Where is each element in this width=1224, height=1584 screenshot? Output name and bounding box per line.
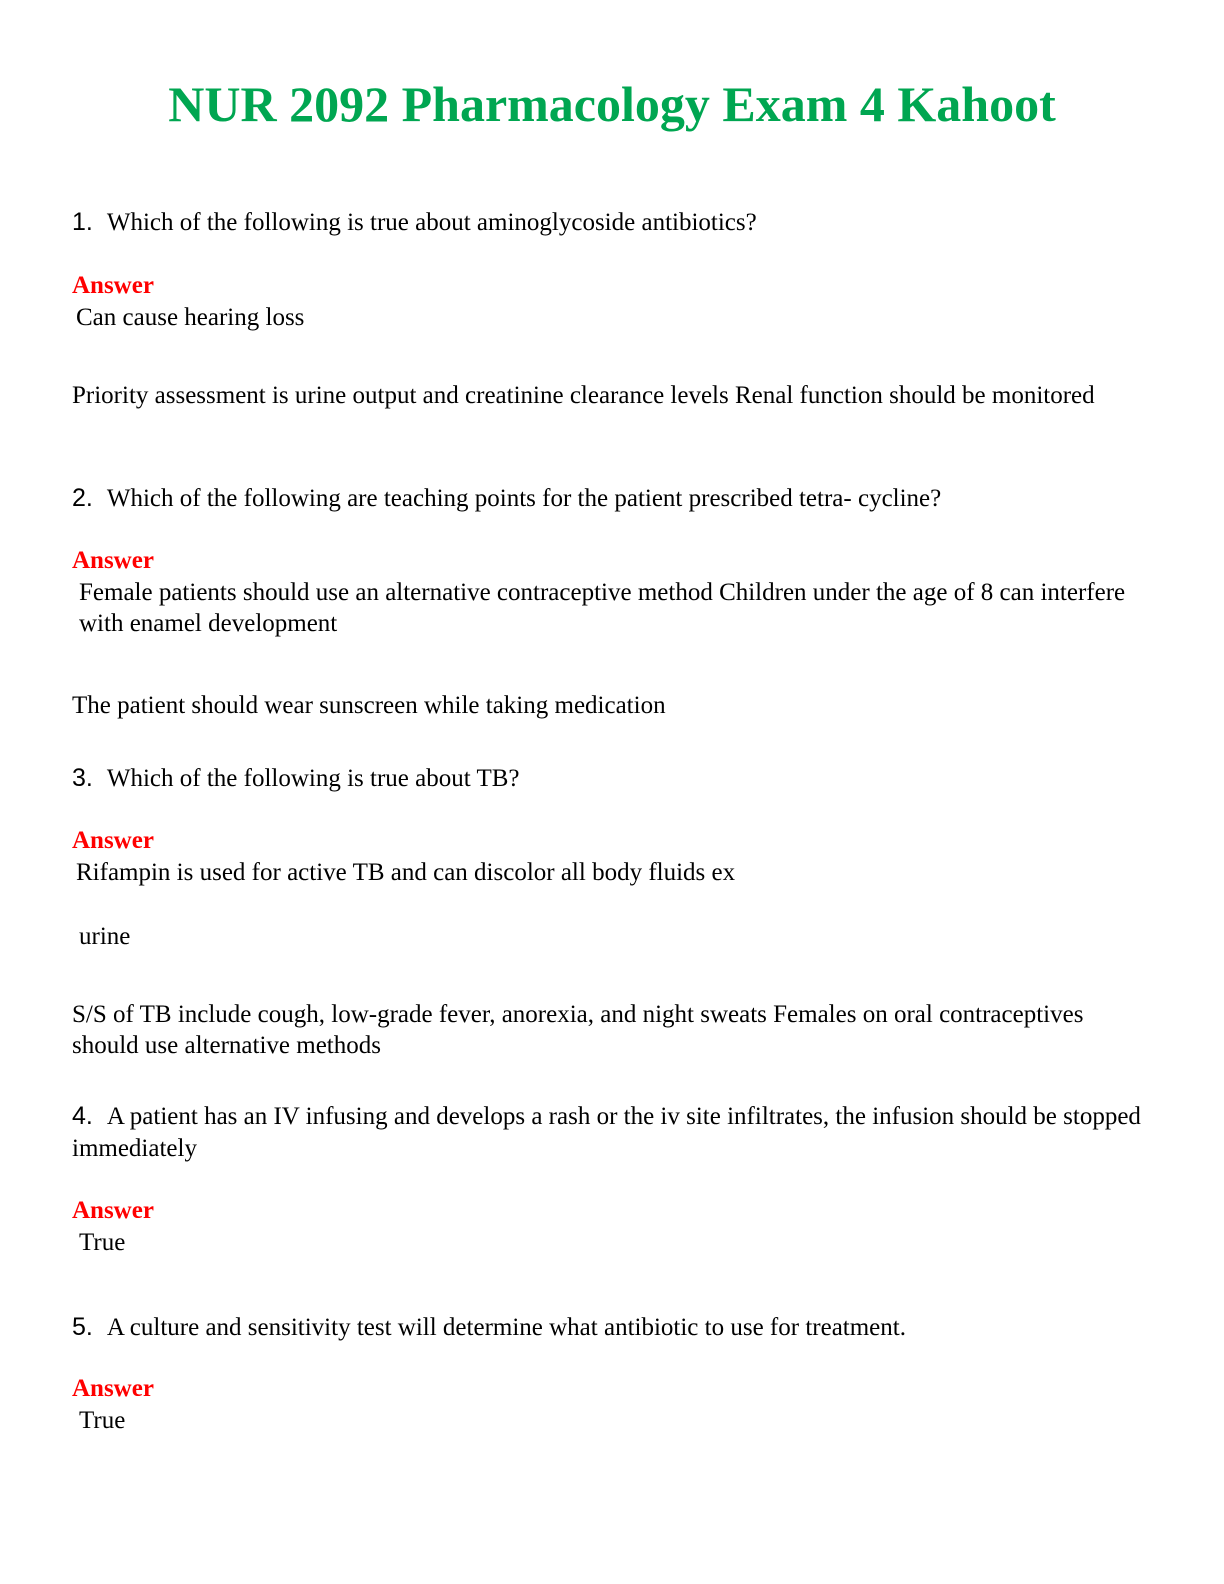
note-text: Priority assessment is urine output and creatinine clearance levels Renal function should be monitored [72,382,1095,409]
answer-label: Answer [72,1197,154,1224]
answer-text: Rifampin is used for active TB and can discolor all body fluids ex [76,859,736,886]
question-number: 4. [72,1102,93,1130]
question-text: Which of the following is true about TB? [106,765,520,792]
page-title: NUR 2092 Pharmacology Exam 4 Kahoot [168,76,1056,132]
question-4 [72,1100,1152,1165]
question-5 [72,1311,1152,1344]
question-text: Which of the following is true about aminoglycoside antibiotics? [106,209,757,236]
question-2 [72,482,1152,515]
answer-label: Answer [72,1375,154,1402]
note-text: S/S of TB include cough, low-grade fever, anorexia, and night sweats Females on oral contraceptives should use alternative methods [72,1001,1084,1059]
answer-label: Answer [72,547,154,574]
question-text: A patient has an IV infusing and develops a rash or the iv site infiltrates, the infusion should be stopped immediately [72,1103,1141,1162]
answer-text: True [79,1229,126,1256]
question-number: 5. [72,1313,93,1341]
answer-text: True [79,1407,126,1434]
question-number: 3. [72,764,93,792]
question-text: A culture and sensitivity test will determine what antibiotic to use for treatment. [106,1314,906,1341]
answer-text: Can cause hearing loss [76,304,305,331]
question-number: 2. [72,484,93,512]
question-1 [72,206,1152,239]
note-text: The patient should wear sunscreen while taking medication [72,692,666,719]
answer-text: urine [79,923,131,950]
answer-label: Answer [72,827,154,854]
answer-text: Female patients should use an alternative contraceptive method Children under the age of 8 can interfere with enamel development [79,579,1126,637]
question-3 [72,762,1152,795]
question-text: Which of the following are teaching points for the patient prescribed tetra- cycline? [106,485,942,512]
question-number: 1. [72,208,93,236]
answer-label: Answer [72,272,154,299]
